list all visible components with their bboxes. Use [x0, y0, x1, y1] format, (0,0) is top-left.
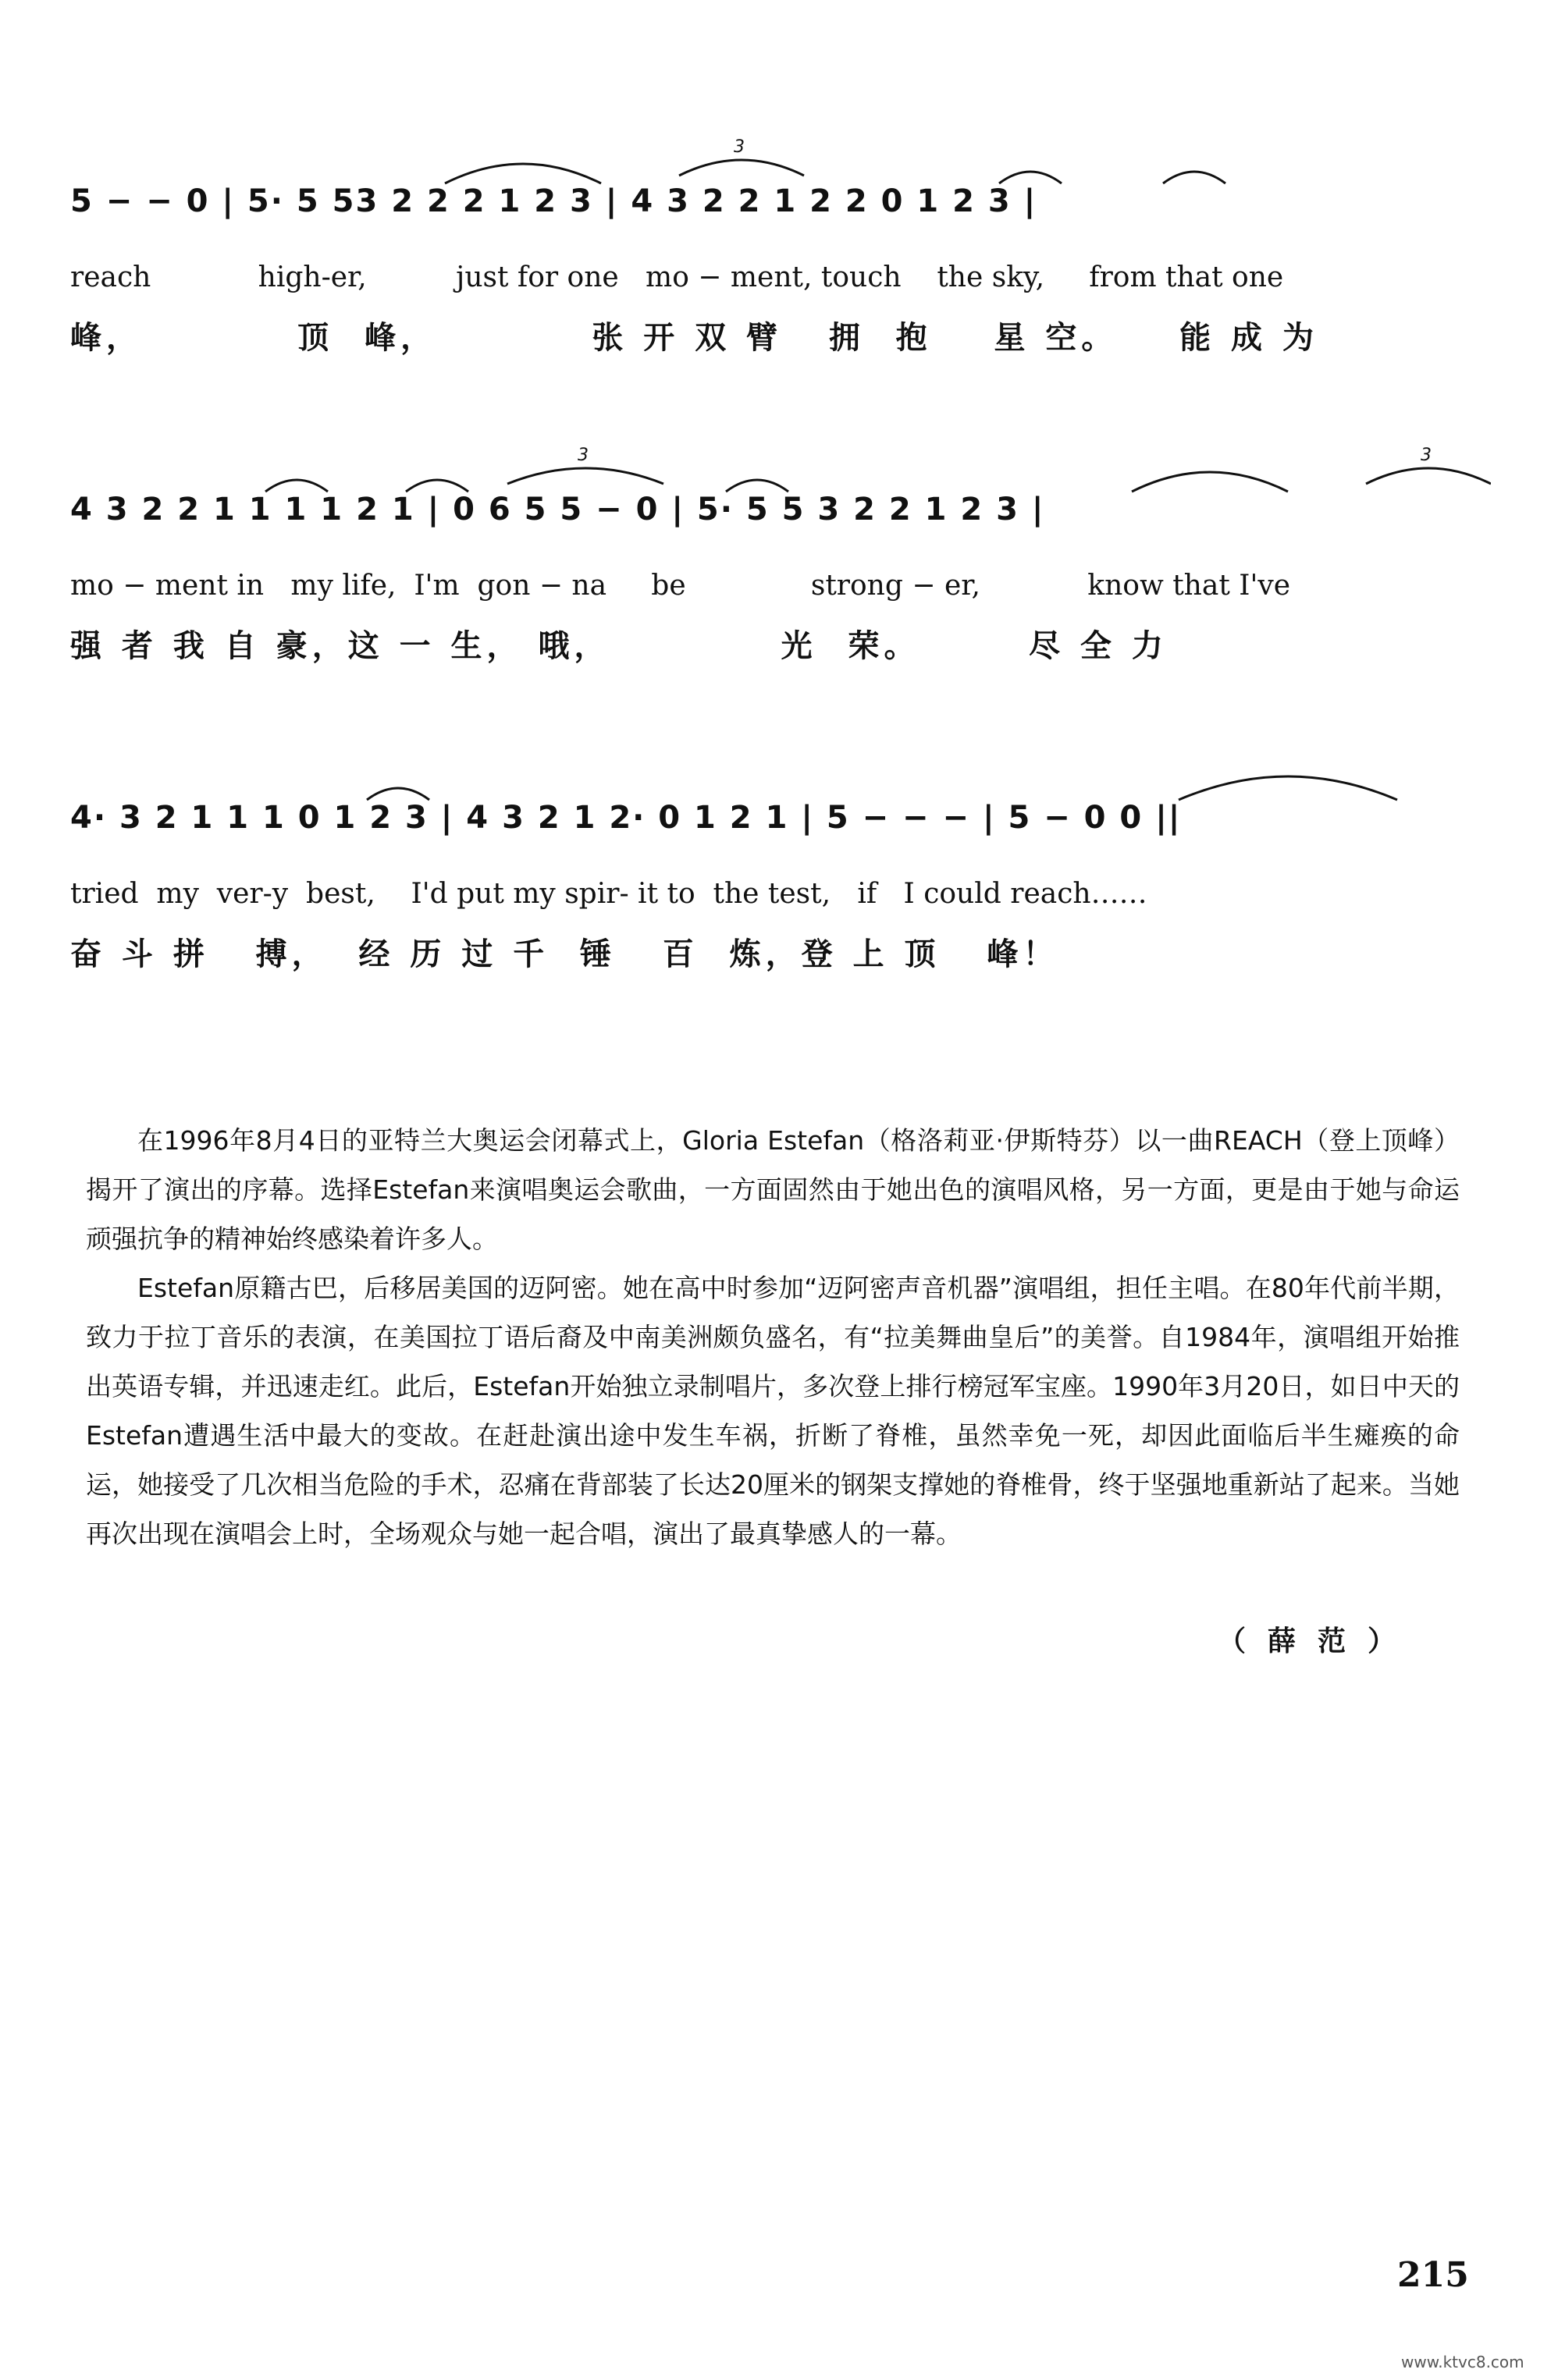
notation-line: 4 3 2 2 1 1 1 1 2 1 | 0 6 5 5 − 0 | 5· 5 5 3 2 2 1 2 3 |: [70, 492, 1045, 528]
score-system-2: [70, 446, 1491, 665]
article-paragraph-2: Estefan原籍古巴，后移居美国的迈阿密。她在高中时参加“迈阿密声音机器”演唱组，担任主唱。在80年代前半期，致力于拉丁音乐的表演，在美国拉丁语后裔及中南美洲颇负盛名，有“拉美舞曲皇后”的美誉。自1984年，演唱组开始推出英语专辑，并迅速走红。此后，Estefan开始独立录制唱片，多次登上排行榜冠军宝座。1990年3月20日，如日中天的Estefan遭遇生活中最大的变故。在赶赴演出途中发生车祸，折断了脊椎，虽然幸免一死，却因此面临后半生瘫痪的命运，她接受了几次相当危险的手术，忍痛在背部装了长达20厘米的钢架支撑她的脊椎骨，终于坚强地重新站了起来。当她再次出现在演唱会上时，全场观众与她一起合唱，演出了最真挚感人的一幕。: [86, 1273, 1460, 1549]
slur-marks: [70, 745, 1491, 808]
article-paragraph-1: 在1996年8月4日的亚特兰大奥运会闭幕式上，Gloria Estefan（格洛莉亚·伊斯特芬）以一曲REACH（登上顶峰）揭开了演出的序幕。选择Estefan来演唱奥运会歌曲，一方面固然由于她出色的演唱风格，另一方面，更是由于她与命运顽强抗争的精神始终感染着许多人。: [86, 1125, 1460, 1254]
score-system-3: [70, 800, 1491, 973]
lyrics-english: tried my ver-y best, I'd put my spir- it to the test, if I could reach……: [70, 878, 1147, 910]
lyrics-english: reach high-er, just for one mo − ment, touch the sky, from that one: [70, 261, 1284, 293]
page-number: 215: [1397, 2255, 1469, 2295]
article-body: [86, 1116, 1460, 1558]
notation-line: 4· 3 2 1 1 1 0 1 2 3 | 4 3 2 1 2· 0 1 2 1 | 5 − − − | 5 − 0 0 ||: [70, 800, 1182, 836]
notation-line: 5 − − 0 | 5· 5 53 2 2 2 1 2 3 | 4 3 2 2 1 2 2 0 1 2 3 |: [70, 183, 1037, 219]
author-signature: （薛范）: [1218, 1625, 1418, 1657]
slur-marks: [70, 129, 1491, 191]
slur-marks: [70, 437, 1491, 499]
lyrics-chinese: 峰， 顶 峰， 张 开 双 臂 拥 抱 星 空。 能 成 为: [70, 320, 1318, 356]
lyrics-english: mo − ment in my life, I'm gon − na be strong − er, know that I've: [70, 570, 1290, 602]
score-system-1: [70, 137, 1491, 357]
svg-text:3: 3: [578, 446, 589, 465]
lyrics-chinese: 奋 斗 拼 搏， 经 历 过 千 锤 百 炼，登 上 顶 峰！: [70, 936, 1059, 972]
lyrics-chinese: 强 者 我 自 豪，这 一 生， 哦， 光 荣。 尽 全 力: [70, 628, 1168, 664]
svg-text:3: 3: [1421, 446, 1432, 465]
watermark: www.ktvc8.com: [1401, 2353, 1524, 2371]
svg-text:3: 3: [734, 137, 745, 157]
